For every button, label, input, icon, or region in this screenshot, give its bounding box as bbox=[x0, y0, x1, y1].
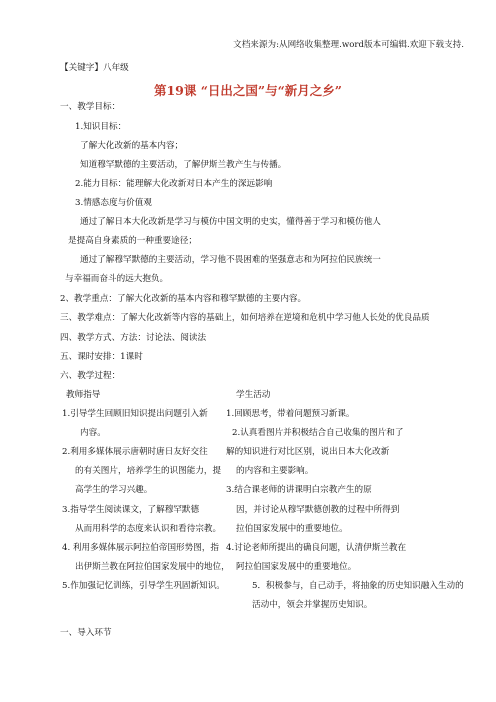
section-heading: 一、教学目标： bbox=[60, 102, 121, 112]
section-heading: 五、课时安排：1课时 bbox=[60, 352, 143, 362]
text-line: 与幸福而奋斗的远大抱负。 bbox=[65, 274, 169, 284]
teacher-step: 2.利用多媒体展示唐朝时唐日友好交往 bbox=[62, 447, 208, 457]
subheading: 3.情感态度与价值观 bbox=[75, 198, 152, 208]
student-step: 因，并讨论从穆罕默德创教的过程中所得到 bbox=[236, 505, 400, 515]
teacher-step: 高学生的学习兴趣。 bbox=[75, 485, 153, 495]
text-line: 通过了解日本大化改新是学习与模仿中国文明的史实，懂得善于学习和模仿他人 bbox=[80, 217, 381, 227]
keyword-line: 【关键字】八年级 bbox=[60, 63, 129, 73]
student-step: 阿拉伯国家发展中的重要地位。 bbox=[236, 562, 357, 572]
student-step: 解的知识进行对比区别，说出日本大化改新 bbox=[226, 447, 390, 457]
text-line: 知道穆罕默德的主要活动，了解伊斯兰教产生与传播。 bbox=[80, 160, 287, 170]
section-heading: 六、教学过程： bbox=[60, 371, 121, 381]
student-step: 4.讨论老师所提出的确良问题，认清伊斯兰教在 bbox=[226, 543, 407, 553]
teacher-step: 从而用科学的态度来认识和看待宗教。 bbox=[75, 524, 222, 534]
section-heading: 三、教学难点：了解大化改新等内容的基础上，如何培养在逆境和危机中学习他人长处的优良品质 bbox=[60, 313, 430, 323]
text-line: 是提高自身素质的一种重要途径； bbox=[68, 236, 197, 246]
student-step: 5．积极参与，自己动手，将抽象的历史知识融入生动的 bbox=[252, 581, 464, 591]
table-head-right: 学生活动 bbox=[236, 390, 271, 400]
teacher-step: 内容。 bbox=[80, 428, 106, 438]
text-line: 通过了解穆罕默德的主要活动，学习他不畏困难的坚强意志和为阿拉伯民族统一 bbox=[80, 255, 381, 265]
student-step: 活动中，领会并掌握历史知识。 bbox=[252, 600, 373, 610]
subheading: 2.能力目标：能理解大化改新对日本产生的深远影响 bbox=[75, 179, 273, 189]
teacher-step: 4. 利用多媒体展示阿拉伯帝国形势图，指 bbox=[62, 543, 220, 553]
student-step: 2.认真看图片并积极结合自己收集的图片和了 bbox=[232, 428, 404, 438]
student-step: 的内容和主要影响。 bbox=[236, 466, 314, 476]
teacher-step: 1.引导学生回顾旧知识提出问题引入新 bbox=[62, 409, 208, 419]
student-step: 1.回顾思考，带着问题预习新课。 bbox=[226, 409, 355, 419]
text-line: 了解大化改新的基本内容； bbox=[80, 141, 184, 151]
header-note: 文档来源为:从网络收集整理.word版本可编辑.欢迎下载支持. bbox=[233, 40, 464, 50]
teacher-step: 5.作加强记忆训练，引导学生巩固新知识。 bbox=[62, 581, 225, 591]
section-heading: 四、教学方式、方法：讨论法、阅读法 bbox=[60, 333, 207, 343]
table-head-left: 教师指导 bbox=[66, 390, 101, 400]
lesson-title: 第19课 “日出之国”与“新月之乡” bbox=[153, 83, 342, 98]
teacher-step: 出伊斯兰教在阿拉伯国家发展中的地位， bbox=[75, 562, 230, 572]
section-heading: 2、教学重点：了解大化改新的基本内容和穆罕默德的主要内容。 bbox=[60, 294, 307, 304]
section-heading: 一、导入环节 bbox=[60, 628, 112, 638]
teacher-step: 3.指导学生阅读课文，了解穆罕默德 bbox=[62, 505, 200, 515]
student-step: 3.结合课老师的讲课明白宗教产生的原 bbox=[226, 485, 372, 495]
subheading: 1.知识目标： bbox=[75, 122, 127, 132]
teacher-step: 的有关图片，培养学生的识图能力，提 bbox=[75, 466, 222, 476]
student-step: 拉伯国家发展中的重要地位。 bbox=[236, 524, 348, 534]
